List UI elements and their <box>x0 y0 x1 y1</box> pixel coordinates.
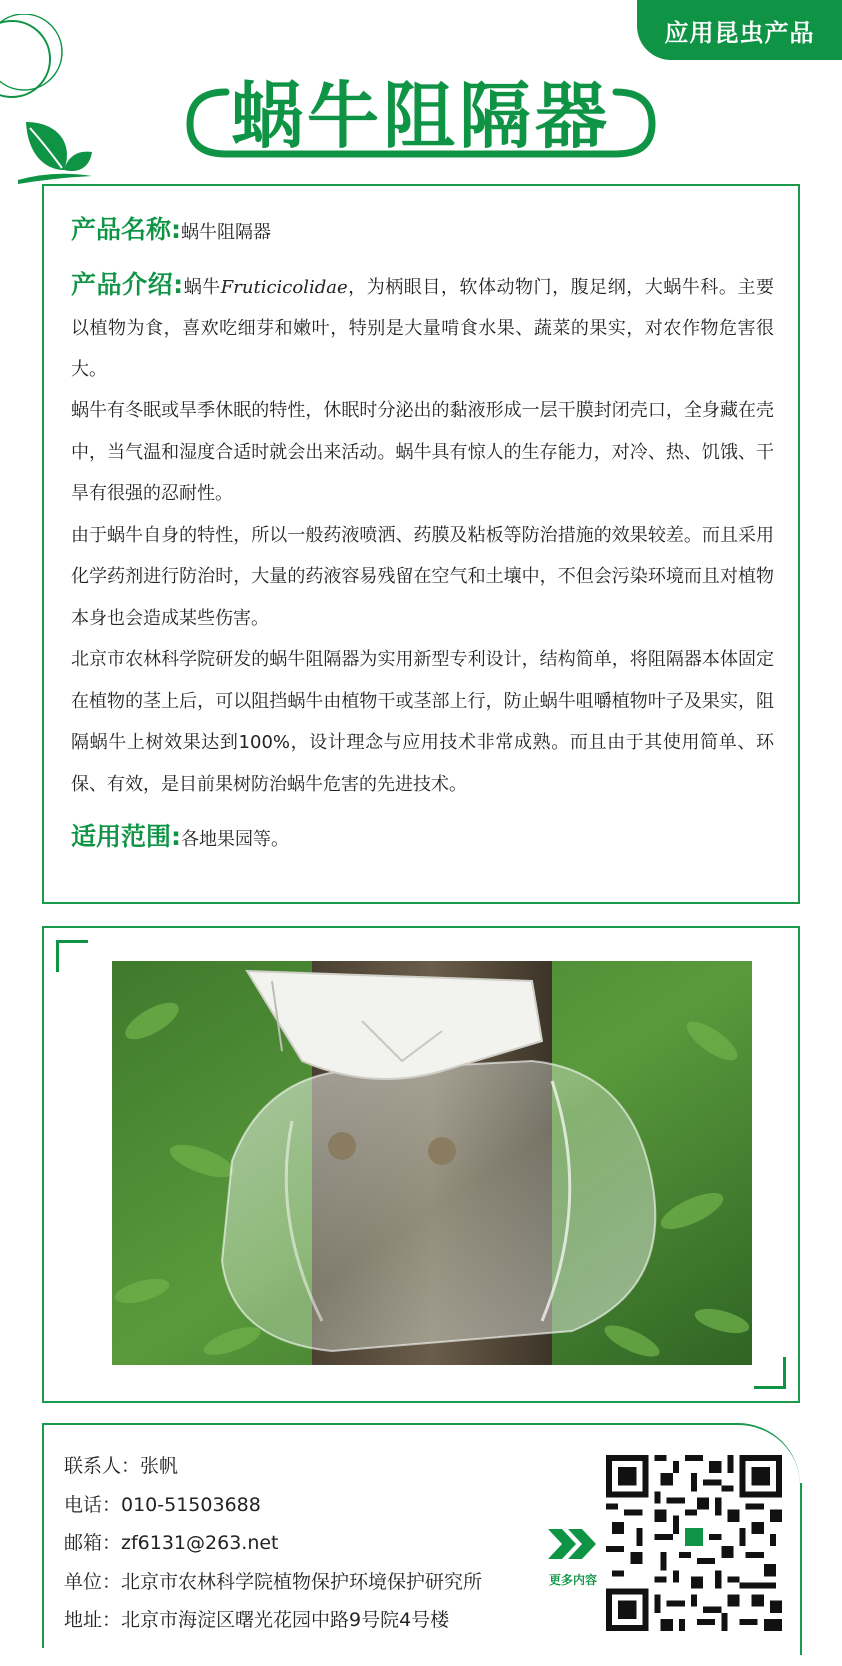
scope-value: 各地果园等。 <box>181 829 289 850</box>
intro-first-paragraph: ，为柄眼目，软体动物门，腹足纲，大蜗牛科。主要以植物为食，喜欢吃细芽和嫩叶，特别是大量啃食水果、蔬菜的果实，对农作物危害很大。 <box>71 277 775 380</box>
intro-paragraph: 由于蜗牛自身的特性，所以一般药液喷洒、药膜及粘板等防治措施的效果较差。而且采用化学药剂进行防治时，大量的药液容易残留在空气和土壤中，不但会污染环境而且对植物本身也会造成某些伤害。 <box>71 524 774 629</box>
product-name-value: 蜗牛阻隔器 <box>181 222 271 243</box>
scope-label: 适用范围: <box>71 822 181 851</box>
product-info-box <box>42 184 800 904</box>
contact-address: 地址：北京市海淀区曙光花园中路9号院4号楼 <box>64 1609 450 1631</box>
frame-corner <box>56 940 88 972</box>
contact-person: 联系人：张帆 <box>64 1455 179 1477</box>
contact-phone: 电话：010-51503688 <box>64 1493 261 1516</box>
product-name-row <box>71 212 774 248</box>
contact-organization: 单位：北京市农林科学院植物保护环境保护研究所 <box>64 1570 483 1593</box>
intro-lead: 蜗牛 <box>183 277 221 298</box>
product-photo-frame <box>42 926 800 1403</box>
latin-name: Fruticicolidae <box>220 277 348 298</box>
product-intro-label: 产品介绍: <box>71 270 184 299</box>
more-content-link[interactable]: 更多内容 <box>548 1573 597 1587</box>
contact-box <box>42 1423 800 1648</box>
frame-corner <box>754 1357 786 1389</box>
product-intro <box>71 264 774 390</box>
double-chevron-right-icon[interactable] <box>546 1527 598 1561</box>
product-photo <box>112 961 752 1365</box>
intro-paragraph: 蜗牛有冬眠或旱季休眠的特性，休眠时分泌出的黏液形成一层干膜封闭壳口，全身藏在壳中，当气温和湿度合适时就会出来活动。蜗牛具有惊人的生存能力，对冷、热、饥饿、干旱有很强的忍耐性。 <box>71 400 774 504</box>
scope-row <box>71 817 774 857</box>
product-name-label: 产品名称: <box>71 215 181 244</box>
contact-email: 邮箱：zf6131@263.net <box>64 1532 279 1554</box>
category-tag: 应用昆虫产品 <box>637 0 842 60</box>
qr-code[interactable] <box>606 1455 782 1631</box>
page-title: 蜗牛阻隔器 <box>230 74 611 158</box>
contact-list <box>64 1447 482 1640</box>
intro-paragraph: 北京市农林科学院研发的蜗牛阻隔器为实用新型专利设计，结构简单，将阻隔器本体固定在植物的茎上后，可以阻挡蜗牛由植物干或茎部上行，防止蜗牛咀嚼植物叶子及果实，阻隔蜗牛上树效果达到100%，设计理念与应用技术非常成熟。而且由于其使用简单、环保、有效，是目前果树防治蜗牛危害的先进技术。 <box>71 649 774 795</box>
